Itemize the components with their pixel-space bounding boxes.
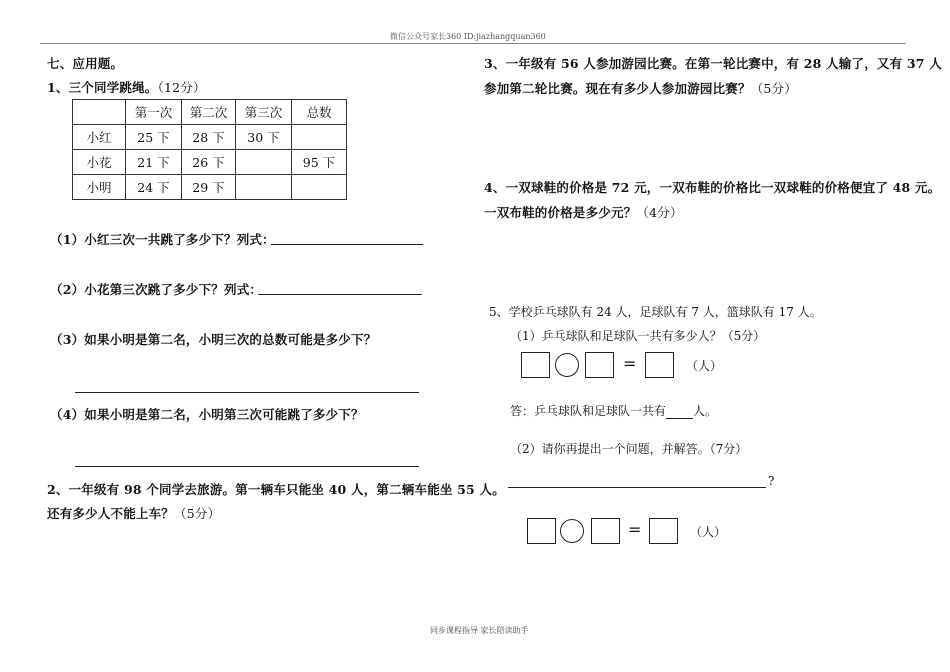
q4-line1: 4、一双球鞋的价格是 72 元，一双布鞋的价格比一双球鞋的价格便宜了 48 元。 <box>484 180 941 195</box>
q2-line1: 2、一年级有 98 个同学去旅游。第一辆车只能坐 40 人，第二辆车能坐 55 人。 <box>47 482 505 497</box>
table-header-cell: 总数 <box>292 100 347 125</box>
result-box[interactable] <box>649 518 678 544</box>
header-rule <box>40 43 906 44</box>
equation-box[interactable] <box>521 352 550 378</box>
q1-stem-text: 1、三个同学跳绳。 <box>47 80 158 95</box>
q5-answer-prefix: 答：乒乓球队和足球队一共有 <box>510 404 667 418</box>
q2-line2 <box>47 504 220 522</box>
q3-points: （5分） <box>750 81 797 96</box>
q1-sub3-answer-line[interactable] <box>75 392 419 393</box>
table-cell: 25 下 <box>126 125 182 150</box>
table-header-cell <box>73 100 126 125</box>
q5-question-line[interactable] <box>508 487 766 488</box>
table-header-cell: 第二次 <box>182 100 236 125</box>
table-header-row <box>73 100 347 125</box>
q4-line2-text: 一双布鞋的价格是多少元？ <box>484 205 637 220</box>
table-cell: 26 下 <box>182 150 236 175</box>
q1-sub2-answer-line[interactable] <box>258 294 422 295</box>
table-cell <box>292 125 347 150</box>
operator-circle[interactable] <box>560 519 584 543</box>
table-cell: 小红 <box>73 125 126 150</box>
q3-line2-text: 参加第二轮比赛。现在有多少人参加游园比赛？ <box>484 81 751 96</box>
equals-sign: = <box>628 520 642 539</box>
section-title: 七、应用题。 <box>47 56 124 71</box>
jump-rope-table <box>72 99 347 200</box>
q5-sub1: （1）乒乓球队和足球队一共有多少人？（5分） <box>510 329 766 343</box>
q1-sub1: （1）小红三次一共跳了多少下？列式： <box>50 232 275 247</box>
q3-line1: 3、一年级有 56 人参加游园比赛。在第一轮比赛中，有 28 人输了，又有 37 人 <box>484 56 942 71</box>
table-row <box>73 175 347 200</box>
table-header-cell: 第三次 <box>236 100 292 125</box>
q2-points: （5分） <box>174 506 221 521</box>
operator-circle[interactable] <box>555 353 579 377</box>
q4-points: （4分） <box>636 205 683 220</box>
q1-sub2: （2）小花第三次跳了多少下？列式： <box>50 282 263 297</box>
table-cell: 95 下 <box>292 150 347 175</box>
q2-line2-text: 还有多少人不能上车？ <box>47 506 175 521</box>
q1-points: （12分） <box>157 80 206 95</box>
table-row <box>73 150 347 175</box>
table-cell <box>236 175 292 200</box>
equals-sign: = <box>623 354 637 373</box>
table-cell: 28 下 <box>182 125 236 150</box>
unit-label: （人） <box>686 359 723 373</box>
q5-answer-suffix: 人。 <box>693 404 718 418</box>
unit-label: （人） <box>690 525 727 539</box>
q4-line2 <box>484 203 683 221</box>
equation-box[interactable] <box>585 352 614 378</box>
q5-stem: 5、学校乒乓球队有 24 人，足球队有 7 人，篮球队有 17 人。 <box>489 305 822 319</box>
q1-sub4-answer-line[interactable] <box>75 466 419 467</box>
equation-box[interactable] <box>527 518 556 544</box>
table-header-cell: 第一次 <box>126 100 182 125</box>
table-cell <box>292 175 347 200</box>
q1-sub4: （4）如果小明是第二名，小明第三次可能跳了多少下？ <box>50 407 364 422</box>
table-cell: 29 下 <box>182 175 236 200</box>
table-row <box>73 125 347 150</box>
table-cell: 30 下 <box>236 125 292 150</box>
q1-sub3: （3）如果小明是第二名，小明三次的总数可能是多少下？ <box>50 332 377 347</box>
table-cell: 24 下 <box>126 175 182 200</box>
q1-sub1-answer-line[interactable] <box>271 244 423 245</box>
q5-answer <box>510 402 717 419</box>
q5-answer-blank[interactable] <box>666 404 693 419</box>
page-header: 微信公众号家长360 ID:jiazhangquan360 <box>390 32 546 41</box>
q1-stem <box>47 78 206 96</box>
table-cell <box>236 150 292 175</box>
equation-box[interactable] <box>591 518 620 544</box>
table-cell: 21 下 <box>126 150 182 175</box>
q3-line2 <box>484 79 797 97</box>
page-footer: 同步课程指导 家长陪读助手 <box>430 626 529 635</box>
table-cell: 小明 <box>73 175 126 200</box>
result-box[interactable] <box>645 352 674 378</box>
q5-sub2: （2）请你再提出一个问题，并解答。（7分） <box>510 442 748 456</box>
table-cell: 小花 <box>73 150 126 175</box>
question-mark: ? <box>768 474 775 488</box>
